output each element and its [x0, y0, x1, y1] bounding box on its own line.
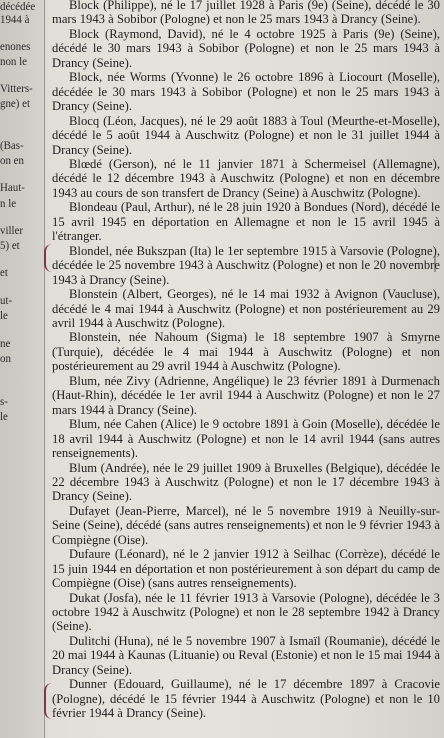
list-item: Dukat (Josfa), née le 11 février 1913 à Varsovie (Pologne), décédée le 3 octobre 1942 à Auschwitz (Pologne) et non le 28 septembre 1942 à Drancy (Seine). [52, 590, 440, 634]
list-item: Dulitchi (Huna), né le 5 novembre 1907 à Ismaïl (Roumanie), décédé le 20 mai 1944 à Kaunas (Lituanie) ou Reval (Estonie) et non le 15 mai 1944 à Drancy (Seine). [52, 633, 440, 677]
list-item: Block (Raymond, David), né le 4 octobre 1925 à Paris (9e) (Seine), décédé le 30 mars 1943 à Sobibor (Pologne) et non le 25 mars 1943 à Drancy (Seine). [52, 26, 440, 70]
left-fragment-text: Haut- [0, 182, 25, 194]
left-fragment-text: le [0, 310, 8, 322]
main-column [52, 0, 440, 721]
left-fragment-text: enones [0, 41, 31, 53]
left-fragment-text: le [0, 411, 8, 423]
left-fragment-text: 5) et [0, 240, 20, 252]
left-fragment-text: (Bas- [0, 140, 24, 152]
list-item: Blum (Andrée), née le 29 juillet 1909 à Bruxelles (Belgique), décédée le 22 décembre 1943 à Auschwitz (Pologne) et non le 17 décembre 1943 à Drancy (Seine). [52, 460, 440, 504]
left-fragment-text: viller [0, 225, 24, 237]
left-fragment-text: 1944 à [0, 14, 30, 26]
left-fragment-text: décédée [0, 1, 36, 13]
list-item: Dufayet (Jean-Pierre, Marcel), né le 5 novembre 1919 à Neuilly-sur-Seine (Seine), décédé (sans autres renseignements) et non le 9 février 1943 à Compiègne (Oise). [52, 503, 440, 547]
list-item: Dufaure (Léonard), né le 2 janvier 1912 à Seilhac (Corrèze), décédé le 15 juin 1944 en déportation et non postérieurement à son départ du camp de Compiègne (Oise) (sans autres renseignements). [52, 547, 440, 591]
list-item: Blum, née Cahen (Alice) le 9 octobre 1891 à Goin (Moselle), décédée le 18 avril 1944 à Auschwitz (Pologne) et non le 14 avril 1944 (sans autres renseignements). [52, 417, 440, 461]
left-fragment-text: Vitters- [0, 83, 33, 95]
left-fragment-text: et [0, 267, 8, 279]
list-item: Dunner (Edouard, Guillaume), né le 17 décembre 1897 à Cracovie (Pologne), décédé le 15 février 1944 à Auschwitz (Pologne) et non le 10 février 1944 à Drancy (Seine). [52, 677, 440, 721]
left-fragment-text: n le [0, 198, 17, 210]
left-fragment-text: on [0, 353, 11, 365]
list-item: Block (Philippe), né le 17 juillet 1928 à Paris (9e) (Seine), décédé le 30 mars 1943 à Sobibor (Pologne) et non le 25 mars 1943 à Drancy (Seine). [52, 0, 440, 27]
list-item: Blœdé (Gerson), né le 11 janvier 1871 à Schermeisel (Allemagne), décédé le 12 décembre 1943 à Auschwitz (Pologne) et non en décembre 1943 au cours de son transfert de Drancy (Seine) à Auschwitz (Pologne). [52, 156, 440, 200]
list-item: Block, née Worms (Yvonne) le 26 octobre 1896 à Liocourt (Moselle), décédée le 30 mars 1943 à Sobibor (Pologne) et non le 25 mars 1943 à Drancy (Seine). [52, 70, 440, 114]
left-fragment-text: ne [0, 338, 11, 350]
list-item: Blonstein, née Nahoum (Sigma) le 18 septembre 1907 à Smyrne (Turquie), décédée le 4 mai 1944 à Auschwitz (Pologne) et non postérieurement au 29 avril 1944 à Auschwitz (Pologne). [52, 330, 440, 374]
list-item: Blum, née Zivy (Adrienne, Angélique) le 23 février 1891 à Durmenach (Haut-Rhin), décédée le 1er avril 1944 à Auschwitz (Pologne) et non le 27 mars 1944 à Drancy (Seine). [52, 373, 440, 417]
list-item: Blonstein (Albert, Georges), né le 14 mai 1932 à Avignon (Vaucluse), décédé le 4 mai 1944 à Auschwitz (Pologne) et non postérieurement au 29 avril 1944 à Auschwitz (Pologne). [52, 287, 440, 330]
left-column-fragments [0, 0, 45, 738]
left-fragment-text: non le [0, 56, 28, 68]
left-fragment-text: on en [0, 155, 24, 167]
left-fragment-text: gne) et [0, 98, 31, 110]
left-fragment-text: s- [0, 396, 8, 408]
left-fragment-text: ut- [0, 295, 13, 307]
list-item: Blondeau (Paul, Arthur), né le 28 juin 1920 à Bondues (Nord), décédé le 15 avril 1945 en déportation en Allemagne et non le 15 avril 1945 à l'étranger. [52, 200, 440, 244]
list-item: Blondel, née Bukszpan (Ita) le 1er septembre 1915 à Varsovie (Pologne), décédée le 25 novembre 1943 à Auschwitz (Pologne) et non le 20 novembre 1943 à Drancy (Seine). [52, 243, 440, 287]
list-item: Blocq (Léon, Jacques), né le 29 août 1883 à Toul (Meurthe-et-Moselle), décédé le 5 août 1944 à Auschwitz (Pologne) et non le 31 juillet 1944 à Drancy (Seine). [52, 113, 440, 157]
